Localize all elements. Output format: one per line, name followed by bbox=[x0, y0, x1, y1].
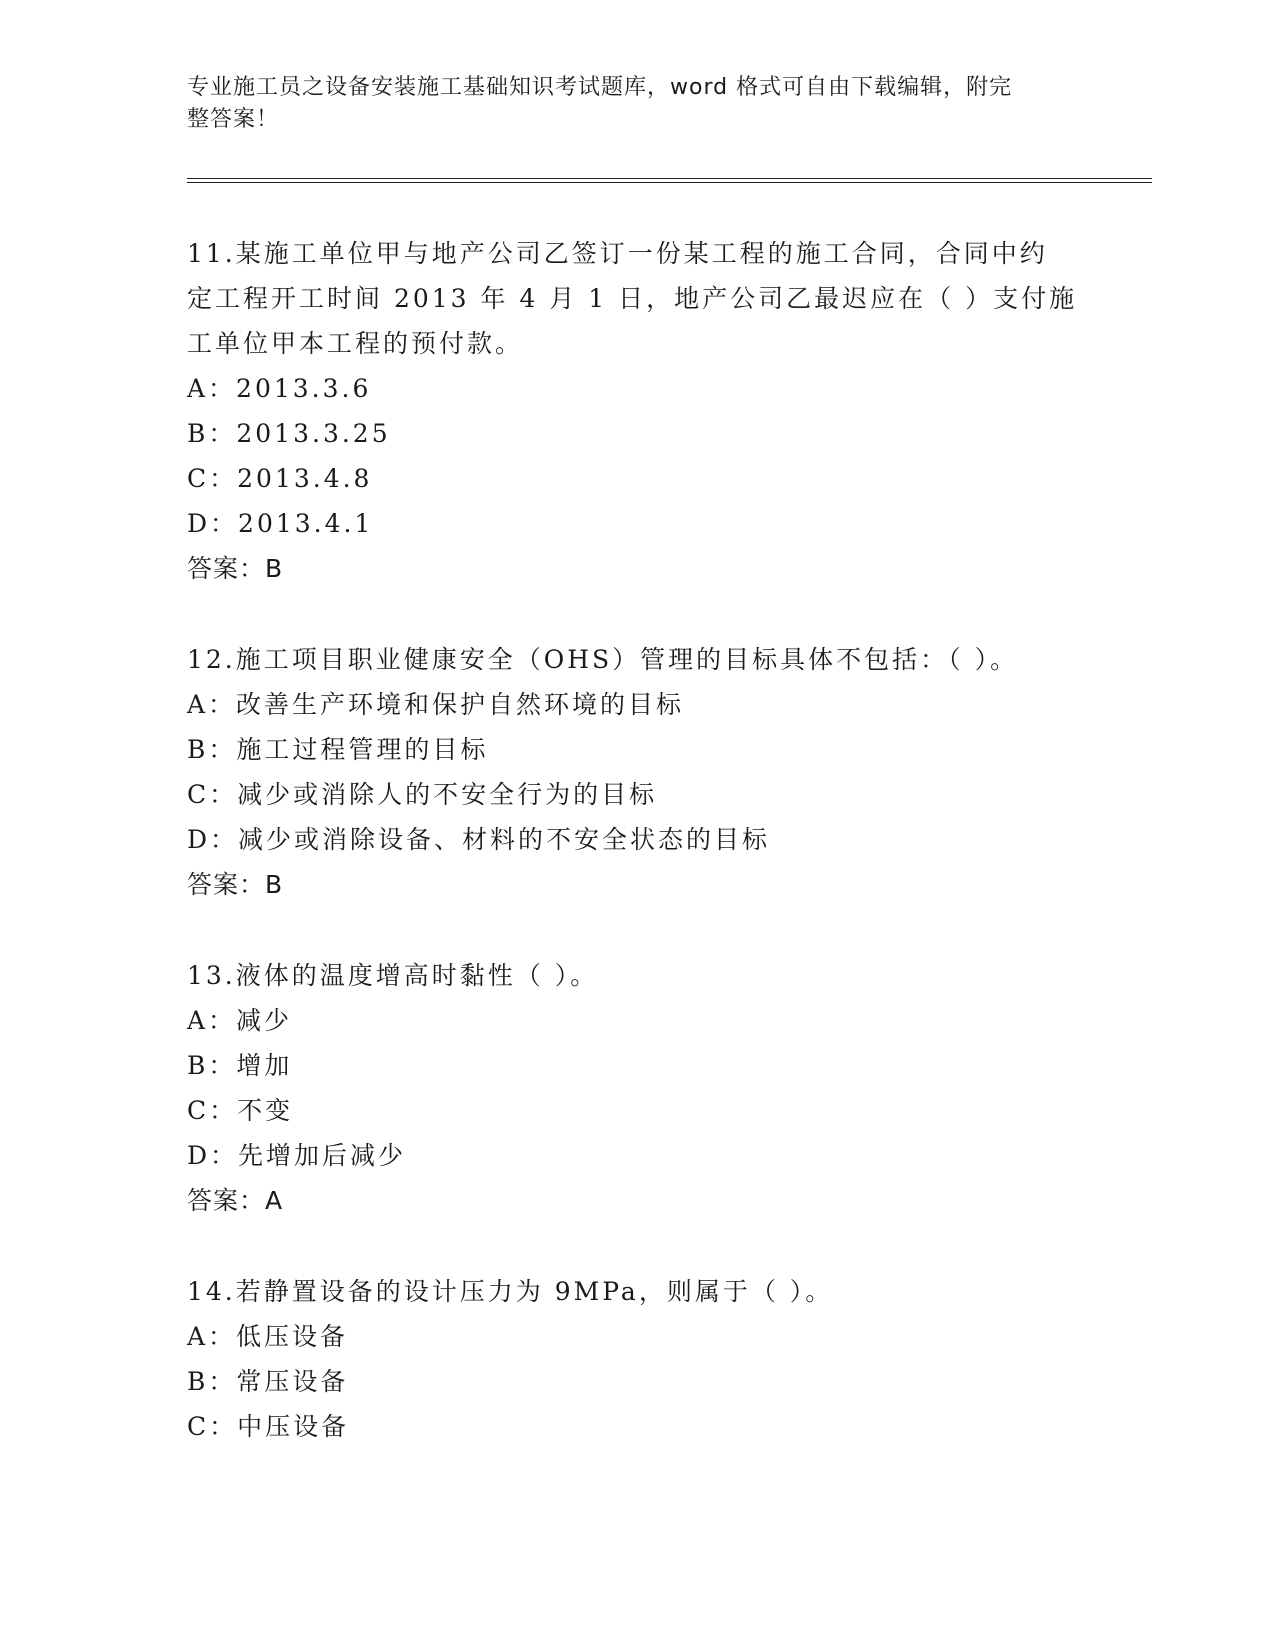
header-divider-top bbox=[187, 178, 1152, 179]
question-12-option-c: C：减少或消除人的不安全行为的目标 bbox=[187, 780, 658, 809]
question-12-option-a: A：改善生产环境和保护自然环境的目标 bbox=[187, 690, 685, 719]
question-11-stem-line-1: 11.某施工单位甲与地产公司乙签订一份某工程的施工合同，合同中约 bbox=[187, 239, 1048, 268]
question-14-option-a: A：低压设备 bbox=[187, 1322, 349, 1351]
question-13-answer: 答案：A bbox=[187, 1186, 284, 1215]
question-12-option-d: D：减少或消除设备、材料的不安全状态的目标 bbox=[187, 825, 771, 854]
question-11-option-c: C：2013.4.8 bbox=[187, 464, 373, 493]
question-13-option-a: A：减少 bbox=[187, 1006, 293, 1035]
question-11-stem-line-3: 工单位甲本工程的预付款。 bbox=[187, 329, 524, 358]
header-line-1: 专业施工员之设备安装施工基础知识考试题库，word 格式可自由下载编辑，附完 bbox=[187, 75, 1013, 100]
question-12-option-b: B：施工过程管理的目标 bbox=[187, 735, 489, 764]
question-14-option-b: B：常压设备 bbox=[187, 1367, 349, 1396]
question-11-answer: 答案：B bbox=[187, 554, 284, 583]
question-14-option-c: C：中压设备 bbox=[187, 1412, 350, 1441]
question-11-option-a: A：2013.3.6 bbox=[187, 374, 372, 403]
question-13-stem-line-1: 13.液体的温度增高时黏性（ ）。 bbox=[187, 961, 599, 990]
document-header bbox=[187, 72, 1067, 136]
header-divider-bottom bbox=[187, 182, 1152, 183]
header-line-2: 整答案！ bbox=[187, 107, 280, 132]
question-12-answer: 答案：B bbox=[187, 870, 284, 899]
question-13-option-c: C：不变 bbox=[187, 1096, 294, 1125]
question-11-stem-line-2: 定工程开工时间 2013 年 4 月 1 日，地产公司乙最迟应在（ ）支付施 bbox=[187, 284, 1078, 313]
question-12-stem-line-1: 12.施工项目职业健康安全（OHS）管理的目标具体不包括：（ ）。 bbox=[187, 645, 1019, 674]
question-11-option-b: B：2013.3.25 bbox=[187, 419, 391, 448]
question-13-option-d: D：先增加后减少 bbox=[187, 1141, 407, 1170]
question-14-stem-line-1: 14.若静置设备的设计压力为 9MPa，则属于（ ）。 bbox=[187, 1277, 834, 1306]
question-13-option-b: B：增加 bbox=[187, 1051, 293, 1080]
question-11-option-d: D：2013.4.1 bbox=[187, 509, 374, 538]
